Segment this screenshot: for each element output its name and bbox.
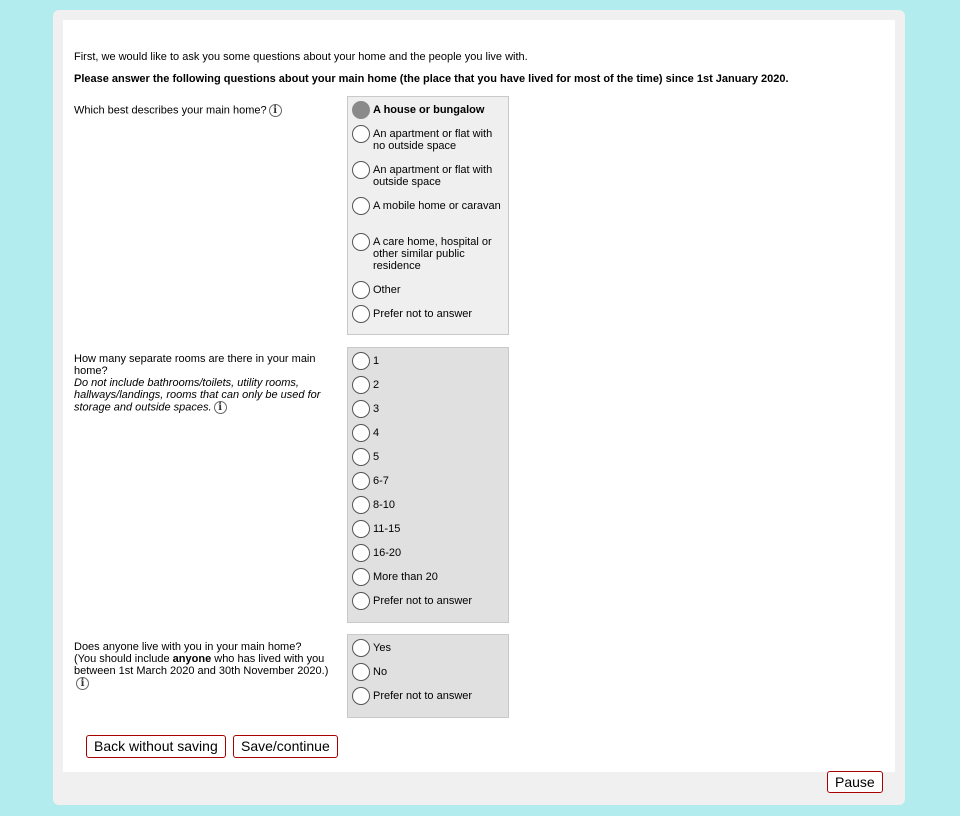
question-note: Do not include bathrooms/toilets, utility rooms, hallways/landings, rooms that can only be used for storage and outside spaces. i (74, 377, 321, 414)
radio-label: No (373, 666, 388, 678)
info-icon[interactable]: i (214, 401, 227, 414)
radio-option[interactable] (352, 352, 504, 376)
radio-label: 6-7 (373, 475, 389, 487)
back-without-saving-button[interactable]: Back without saving (86, 735, 226, 758)
info-icon[interactable]: i (269, 104, 282, 117)
radio-button[interactable] (352, 197, 370, 215)
radio-option[interactable] (352, 472, 504, 496)
radio-label: Prefer not to answer (373, 595, 473, 607)
radio-button[interactable] (352, 448, 370, 466)
radio-label: A house or bungalow (373, 104, 485, 116)
radio-option[interactable] (352, 544, 504, 568)
radio-option[interactable] (352, 305, 504, 329)
pause-button[interactable]: Pause (827, 771, 883, 793)
radio-label: More than 20 (373, 571, 438, 583)
radio-button[interactable] (352, 520, 370, 538)
radio-option[interactable] (352, 663, 504, 687)
question-label: Does anyone live with you in your main home? (74, 641, 302, 653)
radio-button[interactable] (352, 472, 370, 490)
radio-option[interactable] (352, 101, 504, 125)
question-label: Which best describes your main home? (74, 104, 267, 117)
radio-option[interactable] (352, 400, 504, 424)
radio-button[interactable] (352, 101, 370, 119)
radio-option[interactable] (352, 233, 504, 281)
radio-option[interactable] (352, 376, 504, 400)
radio-button[interactable] (352, 496, 370, 514)
radio-button[interactable] (352, 125, 370, 143)
radio-option[interactable] (352, 687, 504, 711)
radio-button[interactable] (352, 161, 370, 179)
question-main-home (74, 104, 329, 117)
question-live-with (74, 641, 329, 690)
radio-option[interactable] (352, 197, 504, 233)
radio-button[interactable] (352, 568, 370, 586)
radio-option[interactable] (352, 639, 504, 663)
options-rooms (347, 347, 509, 623)
options-live-with (347, 634, 509, 718)
radio-label: An apartment or flat with no outside space (373, 128, 493, 152)
survey-container (53, 10, 905, 805)
radio-button[interactable] (352, 400, 370, 418)
radio-button[interactable] (352, 687, 370, 705)
radio-option[interactable] (352, 568, 504, 592)
radio-option[interactable] (352, 161, 504, 197)
radio-label: Prefer not to answer (373, 690, 473, 702)
radio-button[interactable] (352, 376, 370, 394)
question-panel (63, 20, 895, 772)
radio-label: 8-10 (373, 499, 396, 511)
options-main-home (347, 96, 509, 335)
radio-label: 16-20 (373, 547, 402, 559)
radio-label: A mobile home or caravan (373, 200, 501, 212)
intro-instruction: Please answer the following questions about your main home (the place that you have lived for most of the time) since 1st January 2020. (74, 73, 789, 85)
radio-button[interactable] (352, 544, 370, 562)
radio-button[interactable] (352, 639, 370, 657)
radio-button[interactable] (352, 281, 370, 299)
radio-label: A care home, hospital or other similar public residence (373, 236, 492, 272)
save-continue-button[interactable]: Save/continue (233, 735, 338, 758)
radio-label: 4 (373, 427, 380, 439)
radio-label: 11-15 (373, 523, 401, 535)
radio-option[interactable] (352, 424, 504, 448)
radio-label: 5 (373, 451, 380, 463)
radio-label: Prefer not to answer (373, 308, 473, 320)
radio-label: Other (373, 284, 401, 296)
radio-label: 3 (373, 403, 380, 415)
info-icon[interactable]: i (76, 677, 89, 690)
intro-text: First, we would like to ask you some questions about your home and the people you live with. (74, 51, 528, 63)
radio-label: 1 (373, 355, 380, 367)
radio-button[interactable] (352, 305, 370, 323)
radio-option[interactable] (352, 520, 504, 544)
radio-button[interactable] (352, 424, 370, 442)
radio-button[interactable] (352, 233, 370, 251)
radio-button[interactable] (352, 592, 370, 610)
radio-button[interactable] (352, 663, 370, 681)
radio-option[interactable] (352, 592, 504, 616)
radio-label: 2 (373, 379, 380, 391)
radio-button[interactable] (352, 352, 370, 370)
radio-option[interactable] (352, 496, 504, 520)
question-rooms (74, 353, 329, 414)
radio-label: An apartment or flat with outside space (373, 164, 493, 188)
radio-label: Yes (373, 642, 391, 654)
radio-option[interactable] (352, 281, 504, 305)
question-label: How many separate rooms are there in your main home? (74, 353, 316, 377)
question-note: (You should include anyone who has lived with you between 1st March 2020 and 30th November 2020.)i (74, 653, 329, 689)
radio-option[interactable] (352, 448, 504, 472)
radio-option[interactable] (352, 125, 504, 161)
